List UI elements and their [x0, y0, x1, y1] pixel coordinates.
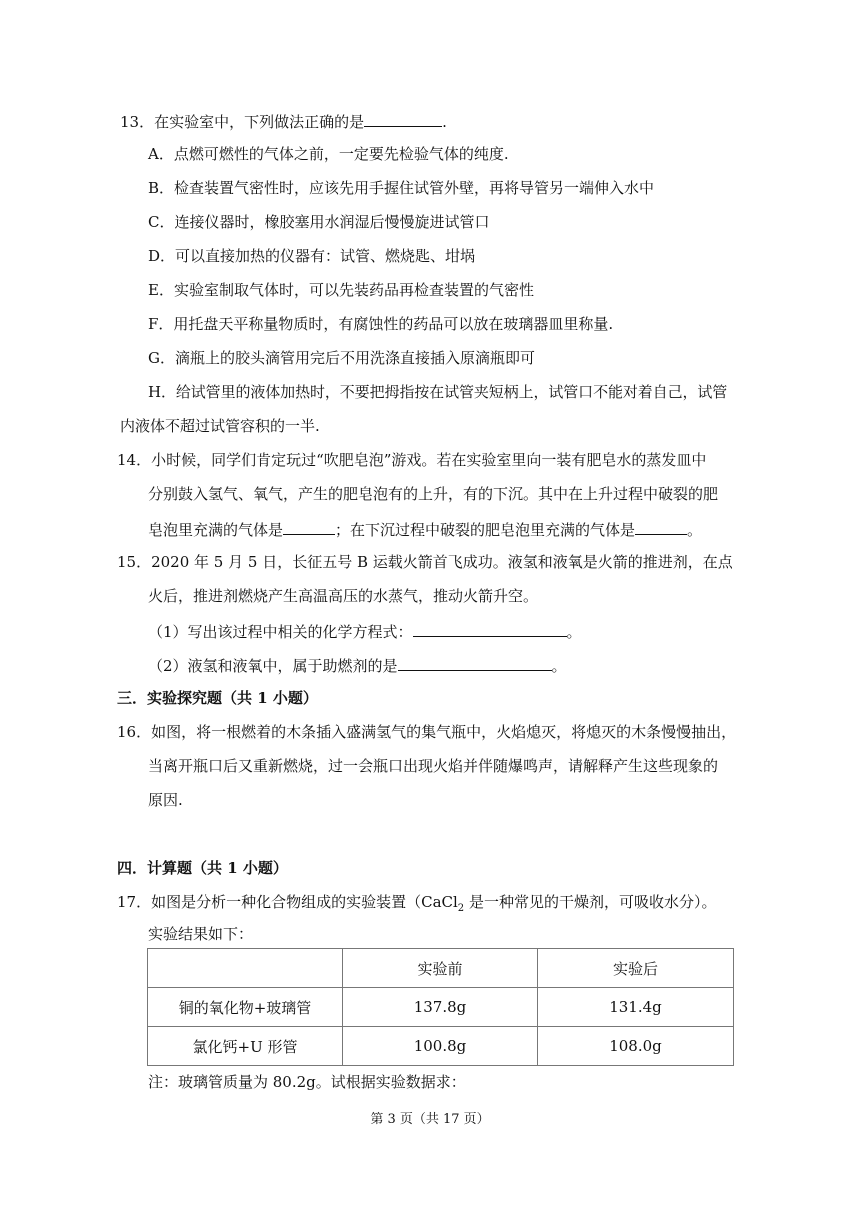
- q13-option-f: F．用托盘天平称量物质时，有腐蚀性的药品可以放在玻璃器皿里称量.: [148, 315, 614, 333]
- q15-sub2-end: 。: [551, 657, 567, 675]
- q15-line1: 15．2020 年 5 月 5 日，长征五号 B 运载火箭首飞成功。液氢和液氧是火箭的推进剂，在点: [117, 553, 733, 571]
- q17-line1: [117, 892, 716, 919]
- q17-line1-text-b: 是一种常见的干燥剂，可吸收水分）。: [464, 893, 717, 911]
- q13-option-h-line1: H．给试管里的液体加热时，不要把拇指按在试管夹短柄上，试管口不能对着自己，试管: [148, 383, 728, 401]
- table-cell: 137.8g: [343, 988, 538, 1027]
- table-header-row: [148, 949, 734, 988]
- table-row: [148, 1027, 734, 1066]
- answer-blank: [635, 518, 687, 535]
- answer-blank: [283, 518, 335, 535]
- table-header-cell: [148, 949, 343, 988]
- q13-option-c: C．连接仪器时，橡胶塞用水润湿后慢慢旋进试管口: [148, 213, 490, 231]
- q14-line1: 14．小时候，同学们肯定玩过“吹肥皂泡”游戏。若在实验室里向一装有肥皂水的蒸发皿中: [117, 451, 707, 469]
- q13-stem: [120, 110, 447, 132]
- q13-option-e: E．实验室制取气体时，可以先装药品再检查装置的气密性: [148, 281, 534, 299]
- q13-option-b: B．检查装置气密性时，应该先用手握住试管外壁，再将导管另一端伸入水中: [148, 179, 655, 197]
- q16-line1: 16．如图，将一根燃着的木条插入盛满氢气的集气瓶中，火焰熄灭，将熄灭的木条慢慢抽出，: [117, 723, 737, 741]
- q15-sub2-text: （2）液氢和液氧中，属于助燃剂的是: [148, 657, 398, 675]
- q17-note: 注：玻璃管质量为 80.2g。试根据实验数据求：: [148, 1073, 466, 1091]
- answer-blank: [413, 620, 567, 637]
- q14-line3-text-b: ；在下沉过程中破裂的肥皂泡里充满的气体是: [335, 521, 636, 539]
- results-table: [147, 948, 734, 1066]
- q17-subscript: 2: [457, 903, 465, 914]
- q15-sub2: [148, 654, 567, 676]
- answer-blank: [364, 110, 442, 127]
- q17-line1-text-a: 17．如图是分析一种化合物组成的实验装置（CaCl: [117, 893, 458, 911]
- section-heading: 三．实验探究题（共 1 小题）: [117, 689, 318, 707]
- table-cell: 氯化钙+U 形管: [148, 1027, 343, 1066]
- table-cell: 100.8g: [343, 1027, 538, 1066]
- table-cell: 铜的氧化物+玻璃管: [148, 988, 343, 1027]
- q13-option-g: G．滴瓶上的胶头滴管用完后不用洗涤直接插入原滴瓶即可: [148, 349, 535, 367]
- q13-option-d: D．可以直接加热的仪器有：试管、燃烧匙、坩埚: [148, 247, 476, 265]
- q14-line3-text-a: 皂泡里充满的气体是: [148, 521, 284, 539]
- q13-option-a: A．点燃可燃性的气体之前，一定要先检验气体的纯度.: [148, 145, 509, 163]
- table-row: [148, 988, 734, 1027]
- table-header-cell: 实验后: [538, 949, 734, 988]
- answer-blank: [398, 654, 552, 671]
- q14-line3-text-c: 。: [687, 521, 703, 539]
- q16-line2: 当离开瓶口后又重新燃烧，过一会瓶口出现火焰并伴随爆鸣声，请解释产生这些现象的: [148, 757, 719, 775]
- q15-sub1-end: 。: [566, 623, 582, 641]
- q14-line3: [148, 518, 702, 540]
- q15-line2: 火后，推进剂燃烧产生高温高压的水蒸气，推动火箭升空。: [148, 587, 539, 605]
- q13-stem-text: 13．在实验室中，下列做法正确的是: [120, 113, 365, 131]
- table-cell: 131.4g: [538, 988, 734, 1027]
- q13-option-h-line2: 内液体不超过试管容积的一半.: [120, 417, 320, 435]
- table-header-cell: 实验前: [343, 949, 538, 988]
- q17-line2: 实验结果如下：: [148, 925, 254, 943]
- table-cell: 108.0g: [538, 1027, 734, 1066]
- q15-sub1-text: （1）写出该过程中相关的化学方程式：: [148, 623, 413, 641]
- q16-line3: 原因.: [148, 791, 183, 809]
- page-footer: 第 3 页（共 17 页）: [370, 1112, 490, 1127]
- q14-line2: 分别鼓入氢气、氧气，产生的肥皂泡有的上升，有的下沉。其中在上升过程中破裂的肥: [148, 485, 719, 503]
- q13-stem-end: .: [442, 113, 447, 131]
- section-heading: 四．计算题（共 1 小题）: [117, 859, 288, 877]
- q15-sub1: [148, 620, 582, 642]
